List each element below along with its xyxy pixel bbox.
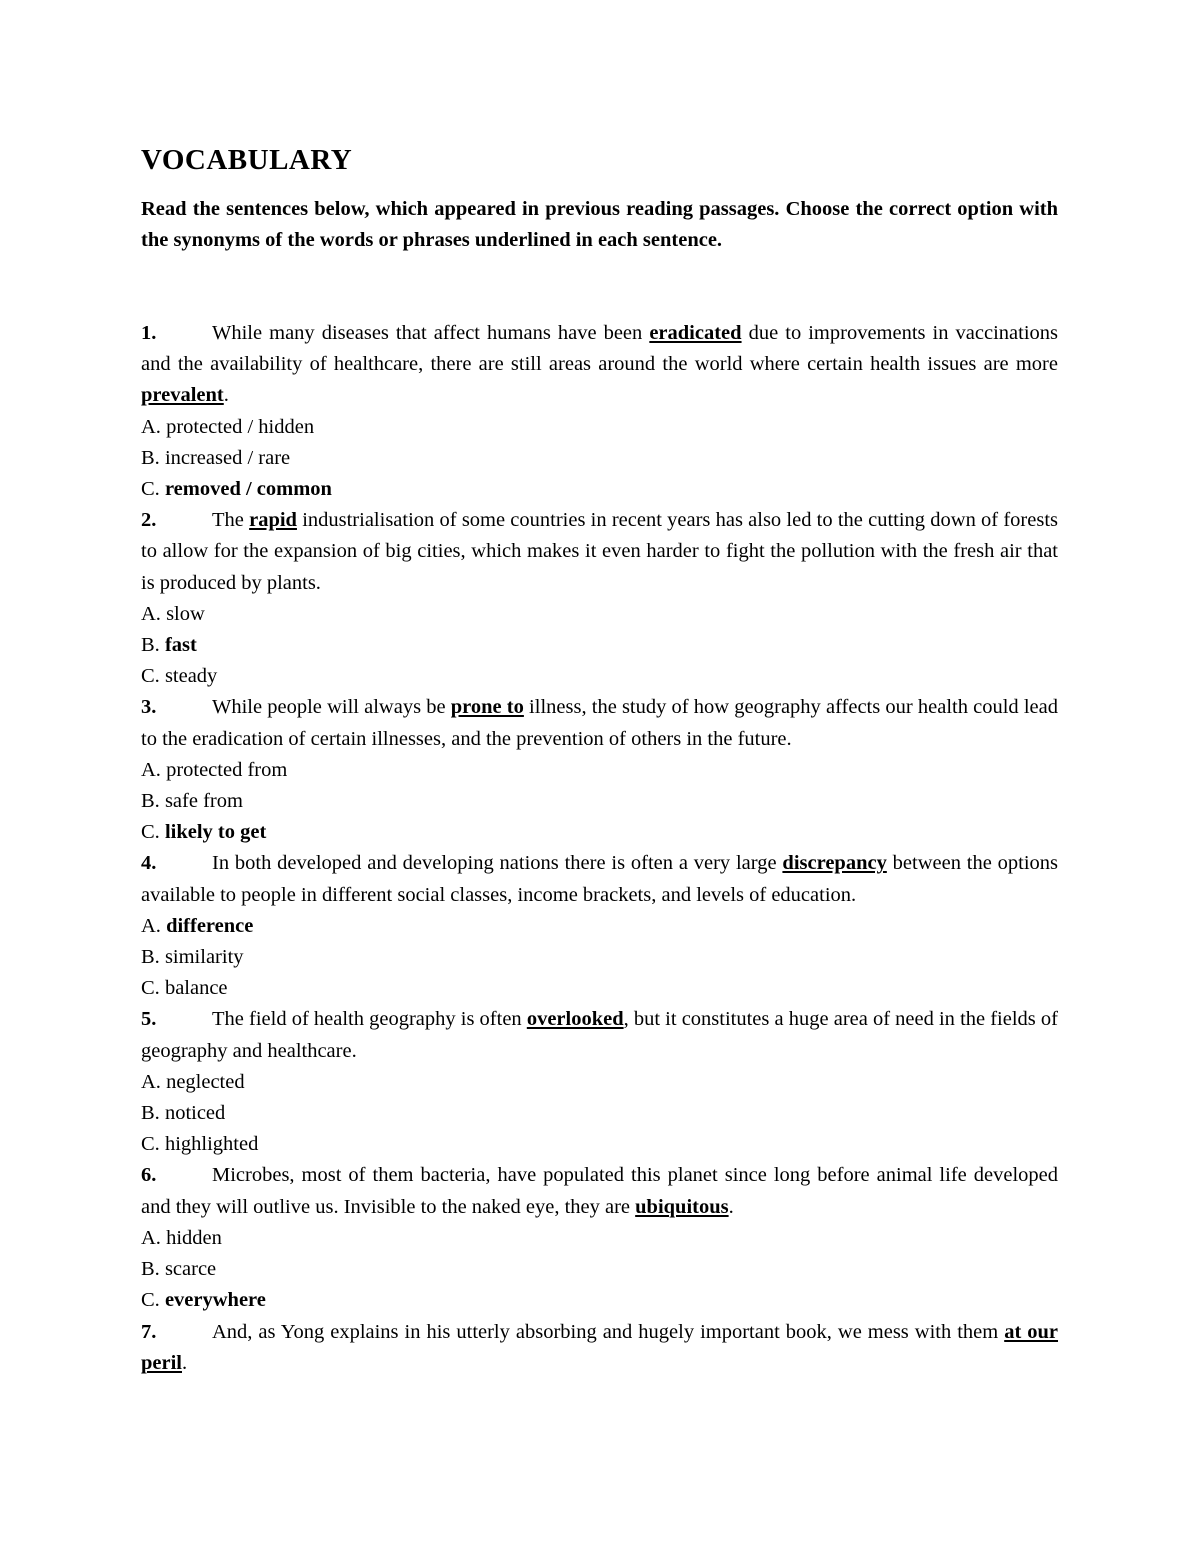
question-number: 7. bbox=[141, 1320, 157, 1343]
option-text: protected / hidden bbox=[166, 415, 315, 438]
underlined-keyword: discrepancy bbox=[782, 852, 887, 875]
option-letter: C. bbox=[141, 665, 160, 688]
question-item bbox=[141, 848, 1058, 1004]
sentence-text: between the options available to people in different social classes, income brackets, and levels of education. bbox=[141, 852, 1059, 906]
answer-option bbox=[141, 1254, 1058, 1285]
question-item bbox=[141, 505, 1058, 692]
question-item bbox=[141, 1317, 1058, 1379]
underlined-keyword: rapid bbox=[249, 509, 297, 532]
question-sentence bbox=[141, 1004, 1058, 1066]
question-number: 1. bbox=[141, 322, 157, 344]
answer-option bbox=[141, 1098, 1058, 1129]
option-letter: A. bbox=[141, 1226, 161, 1249]
option-letter: B. bbox=[141, 1258, 160, 1281]
answer-option bbox=[141, 786, 1058, 817]
option-letter: B. bbox=[141, 946, 160, 969]
answer-option bbox=[141, 412, 1058, 443]
instructions: Read the sentences below, which appeared in previous reading passages. Choose the correct option with the synonyms of the words or phrases underlined in each sentence. bbox=[141, 198, 1058, 251]
option-text: steady bbox=[164, 665, 218, 688]
question-item bbox=[141, 692, 1058, 848]
underlined-keyword: at our peril bbox=[141, 1320, 1059, 1374]
option-text-correct: difference bbox=[166, 914, 254, 937]
answer-option bbox=[141, 474, 1058, 505]
option-text-correct: likely to get bbox=[164, 821, 267, 844]
answer-option bbox=[141, 661, 1058, 692]
question-item bbox=[141, 318, 1058, 505]
sentence-text: While people will always be bbox=[212, 696, 451, 719]
answer-option bbox=[141, 1067, 1058, 1098]
option-letter: C. bbox=[141, 1133, 160, 1156]
document-page bbox=[141, 138, 1058, 1379]
option-letter: B. bbox=[141, 446, 160, 469]
option-text: slow bbox=[166, 602, 205, 625]
sentence-text: industrialisation of some countries in recent years has also led to the cutting down of forests to allow for the expansion of big cities, which makes it even harder to fight the pollution with the fresh air that is produced by plants. bbox=[141, 509, 1059, 594]
answer-option bbox=[141, 817, 1058, 848]
underlined-keyword: ubiquitous bbox=[635, 1195, 729, 1218]
option-letter: A. bbox=[141, 1070, 161, 1093]
answer-option bbox=[141, 942, 1058, 973]
sentence-text: illness, the study of how geography affects our health could lead to the eradication of certain illnesses, and the prevention of others in the future. bbox=[141, 696, 1058, 750]
answer-option bbox=[141, 1285, 1058, 1316]
question-number: 2. bbox=[141, 509, 157, 532]
answer-option bbox=[141, 1223, 1058, 1254]
sentence-text: Microbes, most of them bacteria, have populated this planet since long before animal life developed and they will outlive us. Invisible to the naked eye, they are bbox=[141, 1164, 1058, 1218]
option-text: protected from bbox=[166, 758, 288, 781]
question-sentence bbox=[141, 1160, 1058, 1222]
question-sentence bbox=[141, 1317, 1058, 1379]
option-text: neglected bbox=[166, 1070, 245, 1093]
answer-option bbox=[141, 911, 1058, 942]
sentence-text: , but it constitutes a huge area of need in the fields of geography and healthcare. bbox=[141, 1008, 1058, 1062]
question-sentence bbox=[141, 318, 1058, 412]
option-letter: A. bbox=[141, 758, 161, 781]
option-letter: A. bbox=[141, 914, 161, 937]
sentence-text: And, as Yong explains in his utterly absorbing and hugely important book, we mess with them bbox=[212, 1320, 1005, 1343]
answer-option bbox=[141, 599, 1058, 630]
sentence-text: . bbox=[728, 1195, 734, 1218]
option-letter: A. bbox=[141, 415, 161, 438]
sentence-text: The field of health geography is often bbox=[212, 1008, 527, 1031]
question-sentence bbox=[141, 505, 1058, 599]
answer-option bbox=[141, 755, 1058, 786]
option-letter: C. bbox=[141, 821, 160, 844]
underlined-keyword: prevalent bbox=[141, 384, 224, 407]
question-sentence bbox=[141, 848, 1058, 910]
option-text-correct: removed / common bbox=[164, 478, 332, 501]
option-letter: B. bbox=[141, 790, 160, 813]
answer-option bbox=[141, 1129, 1058, 1160]
option-text-correct: fast bbox=[164, 634, 197, 657]
option-text: safe from bbox=[164, 790, 243, 813]
question-number: 6. bbox=[141, 1164, 157, 1187]
option-letter: C. bbox=[141, 977, 160, 1000]
answer-option bbox=[141, 630, 1058, 661]
question-number: 5. bbox=[141, 1008, 157, 1031]
page-title: VOCABULARY bbox=[141, 144, 353, 176]
option-text: noticed bbox=[164, 1102, 226, 1125]
option-letter: C. bbox=[141, 478, 160, 501]
option-text: hidden bbox=[166, 1226, 222, 1249]
question-sentence bbox=[141, 692, 1058, 754]
question-item bbox=[141, 1160, 1058, 1316]
question-item bbox=[141, 1004, 1058, 1160]
option-letter: B. bbox=[141, 1102, 160, 1125]
answer-option bbox=[141, 973, 1058, 1004]
sentence-text: due to improvements in vaccinations and the availability of healthcare, there are still areas around the world where certain health issues are more bbox=[141, 322, 1059, 376]
sentence-text: While many diseases that affect humans have been bbox=[212, 322, 650, 344]
option-text: highlighted bbox=[164, 1133, 259, 1156]
option-letter: B. bbox=[141, 634, 160, 657]
answer-option bbox=[141, 443, 1058, 474]
sentence-text: The bbox=[212, 509, 250, 532]
option-letter: C. bbox=[141, 1289, 160, 1312]
underlined-keyword: prone to bbox=[450, 696, 524, 719]
option-text: scarce bbox=[164, 1258, 217, 1281]
question-number: 3. bbox=[141, 696, 157, 719]
option-letter: A. bbox=[141, 602, 161, 625]
option-text: balance bbox=[164, 977, 228, 1000]
sentence-text: In both developed and developing nations there is often a very large bbox=[212, 852, 783, 875]
question-number: 4. bbox=[141, 852, 157, 875]
underlined-keyword: eradicated bbox=[649, 322, 742, 344]
option-text: increased / rare bbox=[164, 446, 291, 469]
sentence-text: . bbox=[182, 1351, 188, 1374]
option-text: similarity bbox=[164, 946, 244, 969]
option-text-correct: everywhere bbox=[164, 1289, 266, 1312]
question-list bbox=[141, 318, 1058, 1379]
underlined-keyword: overlooked bbox=[526, 1008, 624, 1031]
sentence-text: . bbox=[223, 384, 229, 407]
